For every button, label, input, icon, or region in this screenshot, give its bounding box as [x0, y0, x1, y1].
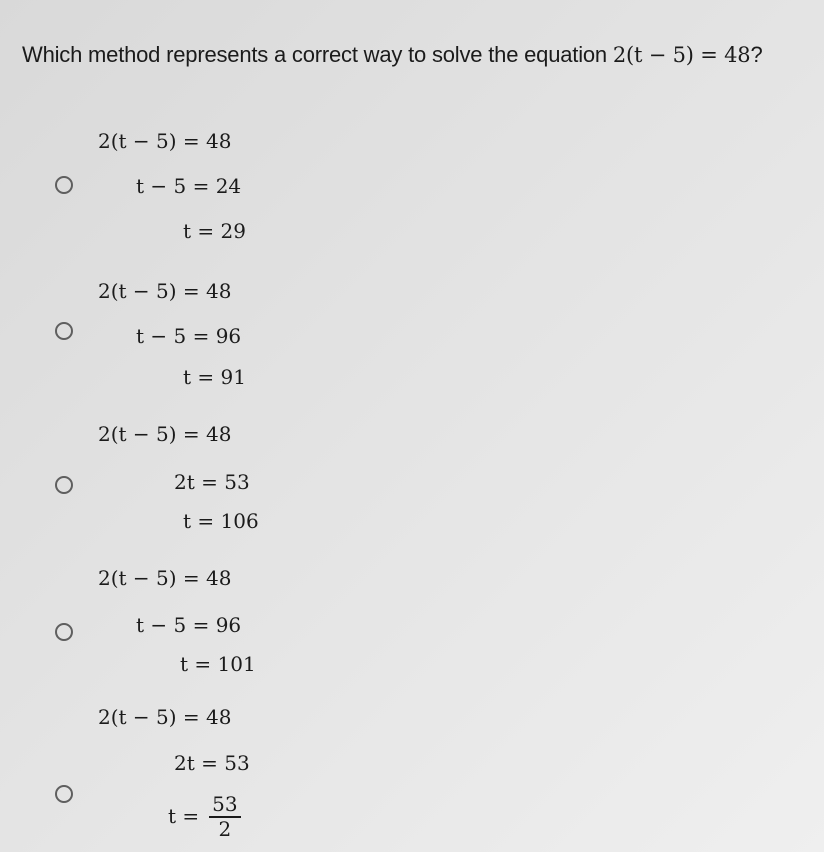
option-2-step-1: 2(t − 5) = 48 — [98, 279, 232, 303]
question-equation: 2(t − 5) = 48 — [612, 43, 751, 67]
option-3-step-2: 2t = 53 — [174, 470, 250, 494]
option-3-step-1: 2(t − 5) = 48 — [98, 422, 232, 446]
option-1-step-2: t − 5 = 24 — [136, 174, 242, 198]
radio-button-option-3[interactable] — [55, 476, 73, 494]
option-4-step-2: t − 5 = 96 — [136, 613, 242, 637]
option-3-step-3: t = 106 — [183, 509, 259, 533]
question-mark: ? — [750, 42, 763, 67]
fraction-denominator: 2 — [218, 817, 232, 841]
fraction-numerator: 53 — [209, 793, 240, 818]
question-prompt: Which method represents a correct way to solve the equation — [22, 42, 613, 67]
radio-button-option-1[interactable] — [55, 176, 73, 194]
option-1-step-3: t = 29 — [183, 219, 246, 243]
fraction-lhs: t = — [168, 804, 200, 828]
option-1-step-1: 2(t − 5) = 48 — [98, 129, 232, 153]
radio-button-option-2[interactable] — [55, 322, 73, 340]
option-5-step-1: 2(t − 5) = 48 — [98, 705, 232, 729]
question-text — [22, 42, 762, 68]
radio-button-option-4[interactable] — [55, 623, 73, 641]
option-2-step-2: t − 5 = 96 — [136, 324, 242, 348]
fraction — [209, 793, 240, 839]
option-4-step-3: t = 101 — [180, 652, 256, 676]
option-4-step-1: 2(t − 5) = 48 — [98, 566, 232, 590]
option-2-step-3: t = 91 — [183, 365, 246, 389]
option-5-step-3 — [168, 793, 241, 839]
radio-button-option-5[interactable] — [55, 785, 73, 803]
option-5-step-2: 2t = 53 — [174, 751, 250, 775]
